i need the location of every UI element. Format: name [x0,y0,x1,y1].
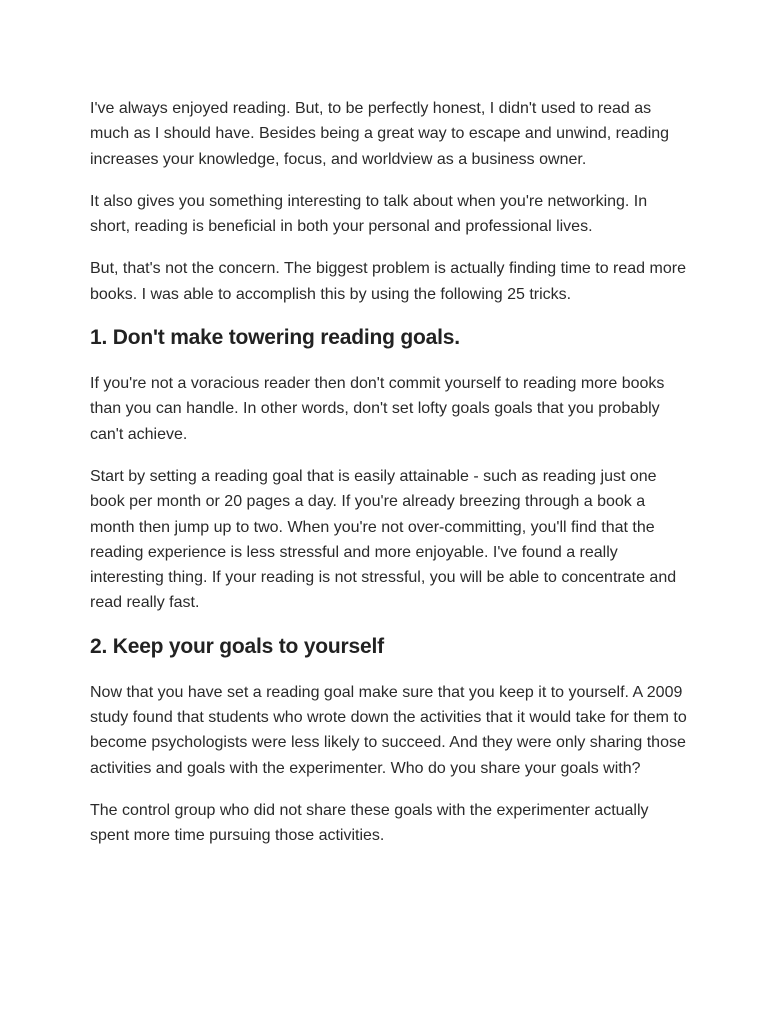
section-heading-2: 2. Keep your goals to yourself [90,634,384,658]
paragraph-section2-1: Now that you have set a reading goal make sure that you keep it to yourself. A 2009 study found that students who wrote down the activities that it would take for them to become psychologists were less likely to succeed. And they were only sharing those activities and goals with the experimenter. Who do you share your goals with? [90,683,687,777]
paragraph-section2-2: The control group who did not share these goals with the experimenter actually spent more time pursuing those activities. [90,801,649,845]
paragraph-section1-2: Start by setting a reading goal that is easily attainable - such as reading just one book per month or 20 pages a day. If you're already breezing through a book a month then jump up to two. When you're not over-committing, you'll find that the reading experience is less stressful and more enjoyable. I've found a really interesting thing. If your reading is not stressful, you will be able to concentrate and read really fast. [90,467,677,612]
paragraph-intro-1: I've always enjoyed reading. But, to be perfectly honest, I didn't used to read as much as I should have. Besides being a great way to escape and unwind, reading increases your knowledge, focus, and worldview as a business owner. [90,100,670,168]
paragraph-intro-3: But, that's not the concern. The biggest problem is actually finding time to read more books. I was able to accomplish this by using the following 25 tricks. [90,260,686,303]
paragraph-intro-2: It also gives you something interesting to talk about when you're networking. In short, reading is beneficial in both your personal and professional lives. [90,192,648,236]
section-heading-1: 1. Don't make towering reading goals. [90,326,460,350]
paragraph-section1-1: If you're not a voracious reader then don't commit yourself to reading more books than you can handle. In other words, don't set lofty goals goals that you probably can't achieve. [90,375,665,443]
article-body [90,96,690,866]
